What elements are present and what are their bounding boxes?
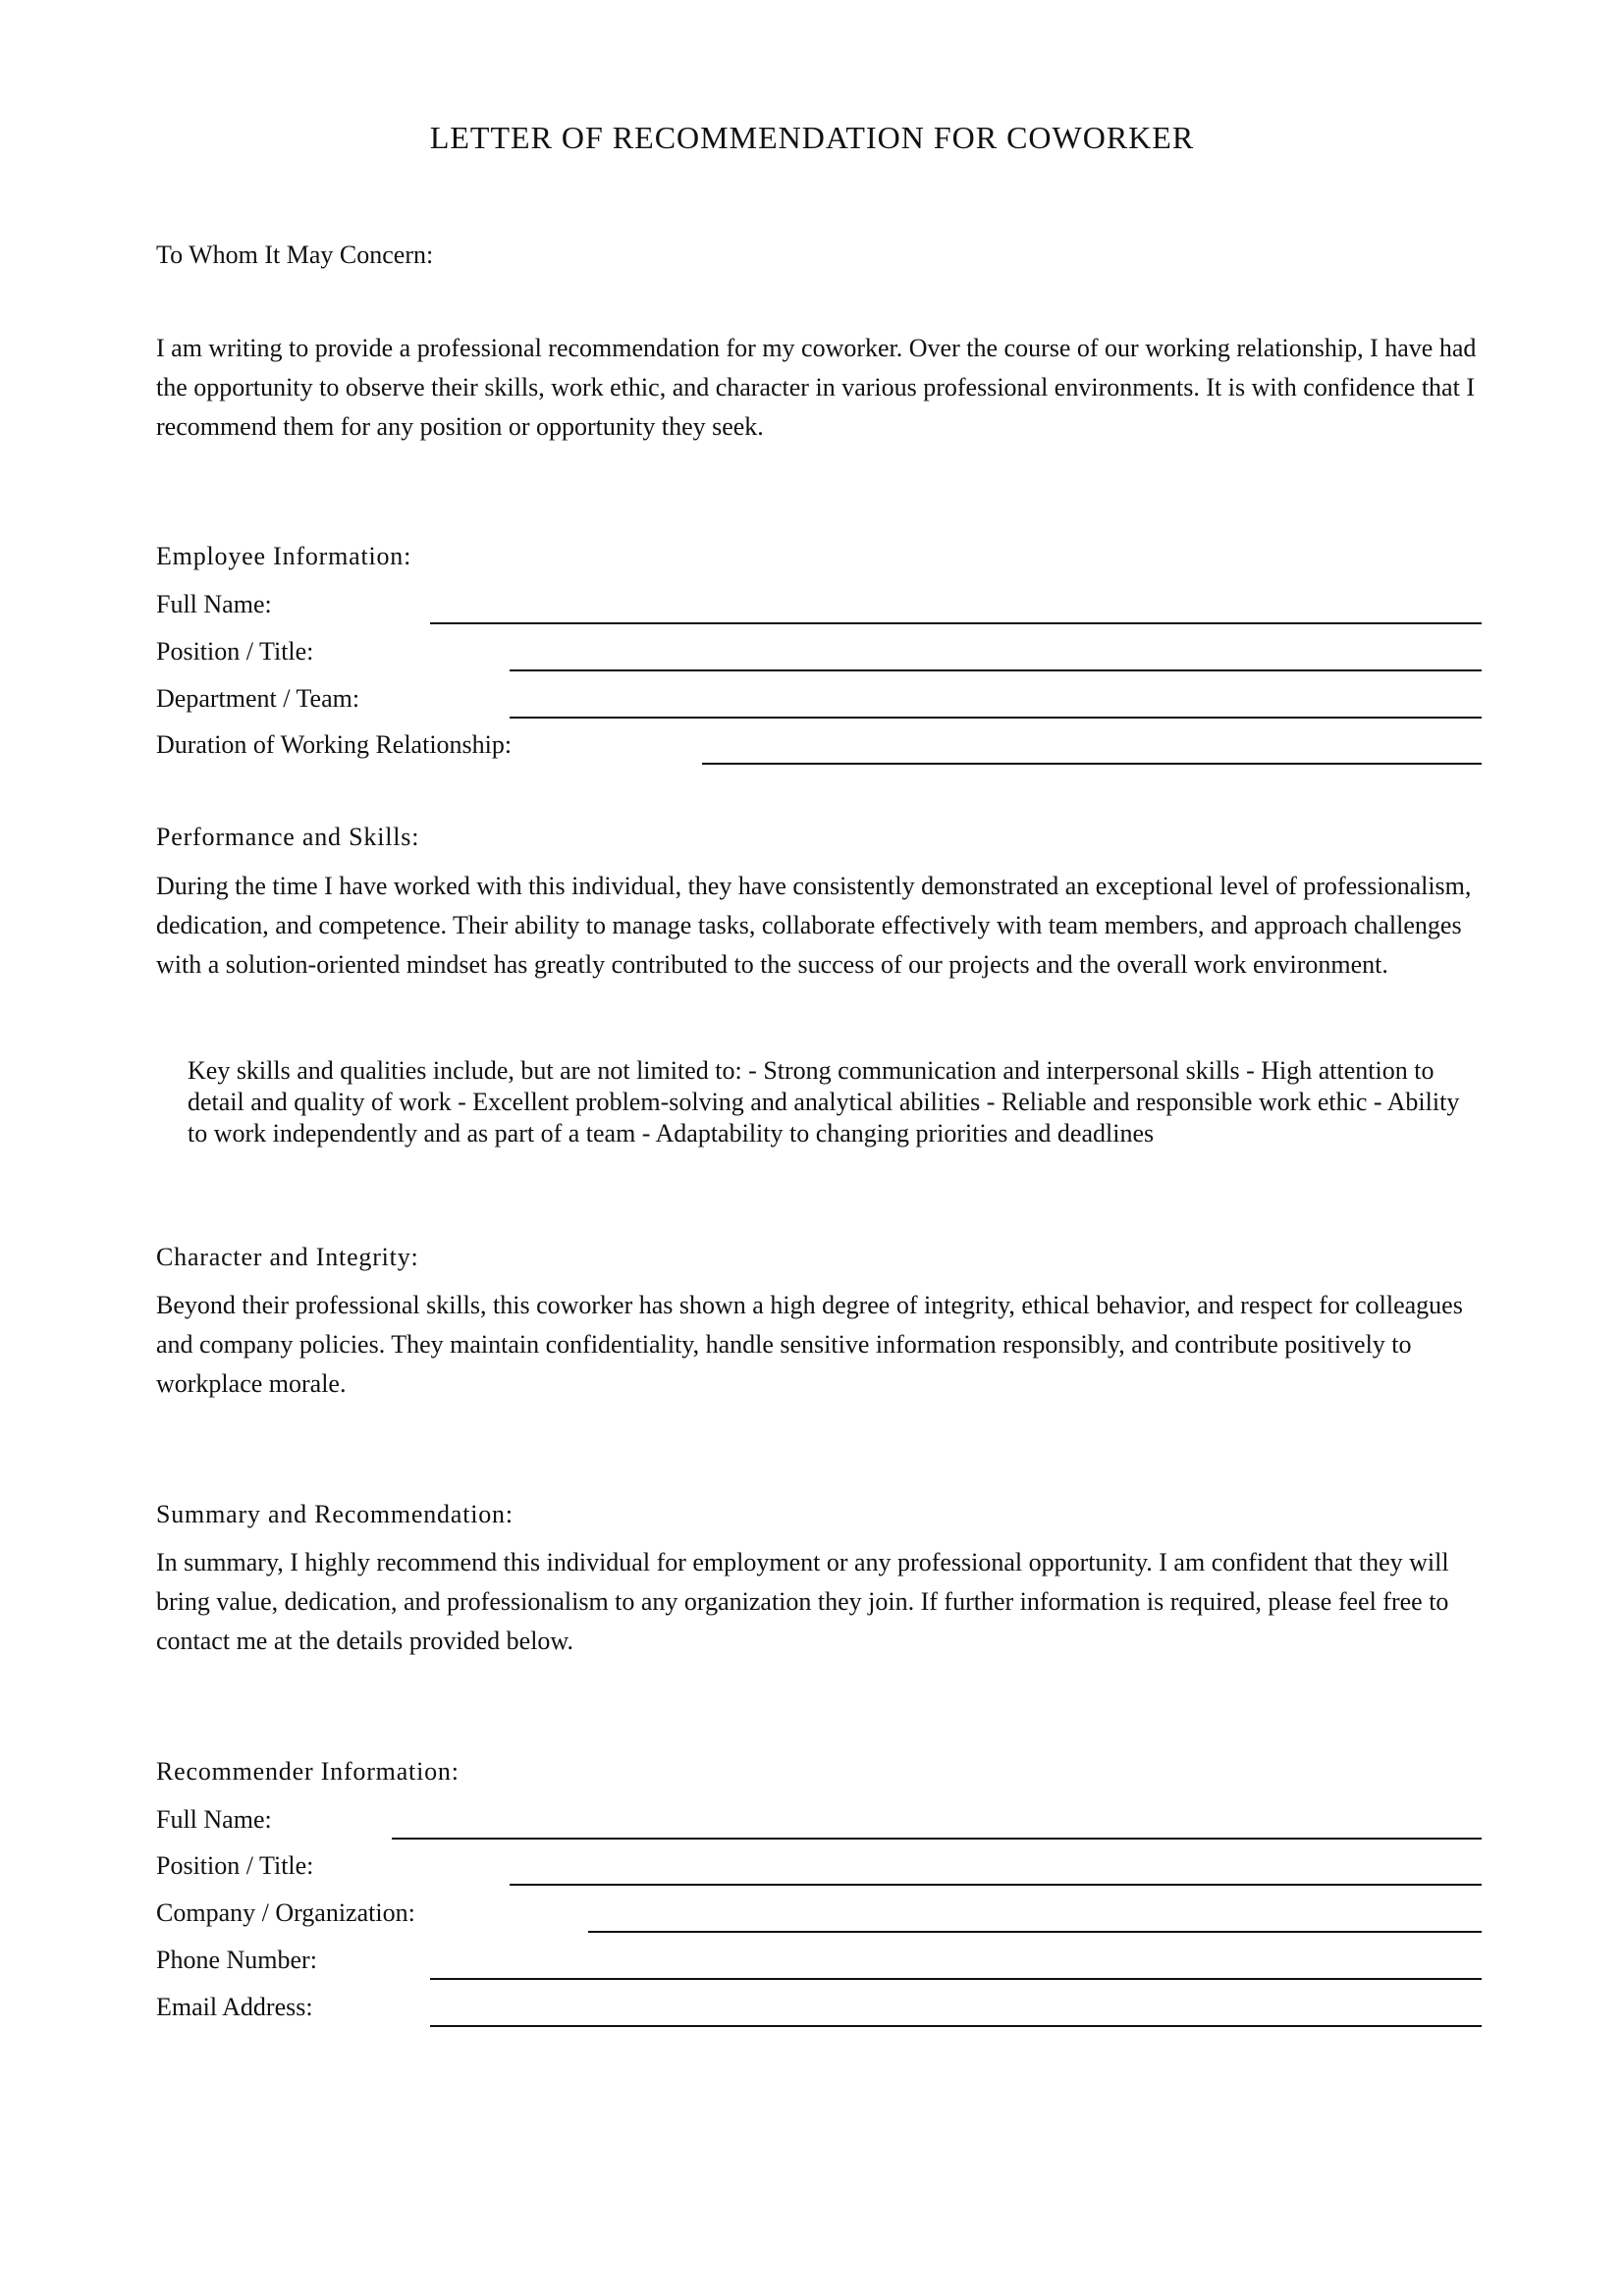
fill-line[interactable] [430,622,1482,624]
salutation: To Whom It May Concern: [156,240,434,269]
fill-line[interactable] [702,763,1482,765]
key-skills-list: Key skills and qualities include, but are not limited to: - Strong communication and interpersonal skills - High attention to detail and quality of work - Excellent problem-solving and analytical abilities - Reliable and responsible work ethic - Ability to work independently and as part of a team - Adaptability to changing priorities and deadlines [188,1056,1460,1148]
field-label: Company / Organization: [156,1898,415,1927]
field-label: Duration of Working Relationship: [156,730,513,759]
recommender-full-name-field[interactable] [156,1800,1482,1840]
employee-full-name-field[interactable] [156,585,1482,624]
fill-line[interactable] [392,1838,1482,1840]
character-paragraph: Beyond their professional skills, this coworker has shown a high degree of integrity, ethical behavior, and respect for colleagues and company policies. They maintain confidentiality, handle sensitive information responsibly, and contribute positively to workplace morale. [156,1291,1463,1398]
recommender-info-heading: Recommender Information: [156,1757,460,1786]
fill-line[interactable] [430,1978,1482,1980]
character-heading: Character and Integrity: [156,1243,419,1271]
summary-heading: Summary and Recommendation: [156,1500,514,1528]
recommender-phone-field[interactable] [156,1941,1482,1980]
field-label: Full Name: [156,1805,272,1834]
recommender-email-field[interactable] [156,1988,1482,2027]
field-label: Phone Number: [156,1946,317,1974]
performance-paragraph: During the time I have worked with this individual, they have consistently demonstrated an exceptional level of professionalism, dedication, and competence. Their ability to manage tasks, collaborate effectively with team members, and approach challenges with a solution-oriented mindset has greatly contributed to the success of our projects and the overall work environment. [156,872,1472,979]
field-label: Position / Title: [156,637,314,666]
intro-paragraph: I am writing to provide a professional recommendation for my coworker. Over the course of our working relationship, I have had the opportunity to observe their skills, work ethic, and character in various professional environments. It is with confidence that I recommend them for any position or opportunity they seek. [156,334,1477,441]
employee-duration-field[interactable] [156,725,1482,765]
field-label: Email Address: [156,1993,313,2021]
performance-heading: Performance and Skills: [156,823,420,851]
fill-line[interactable] [510,717,1482,719]
field-label: Department / Team: [156,684,360,713]
employee-position-field[interactable] [156,632,1482,671]
fill-line[interactable] [430,2025,1482,2027]
fill-line[interactable] [588,1931,1482,1933]
employee-info-heading: Employee Information: [156,542,412,570]
field-label: Position / Title: [156,1851,314,1880]
recommender-company-field[interactable] [156,1894,1482,1933]
field-label: Full Name: [156,590,272,618]
recommender-position-field[interactable] [156,1846,1482,1886]
fill-line[interactable] [510,1884,1482,1886]
summary-paragraph: In summary, I highly recommend this individual for employment or any professional opportunity. I am confident that they will bring value, dedication, and professionalism to any organization they join. If further information is required, please feel free to contact me at the details provided below. [156,1548,1449,1655]
document-title: LETTER OF RECOMMENDATION FOR COWORKER [429,120,1195,155]
employee-department-field[interactable] [156,679,1482,719]
fill-line[interactable] [510,669,1482,671]
